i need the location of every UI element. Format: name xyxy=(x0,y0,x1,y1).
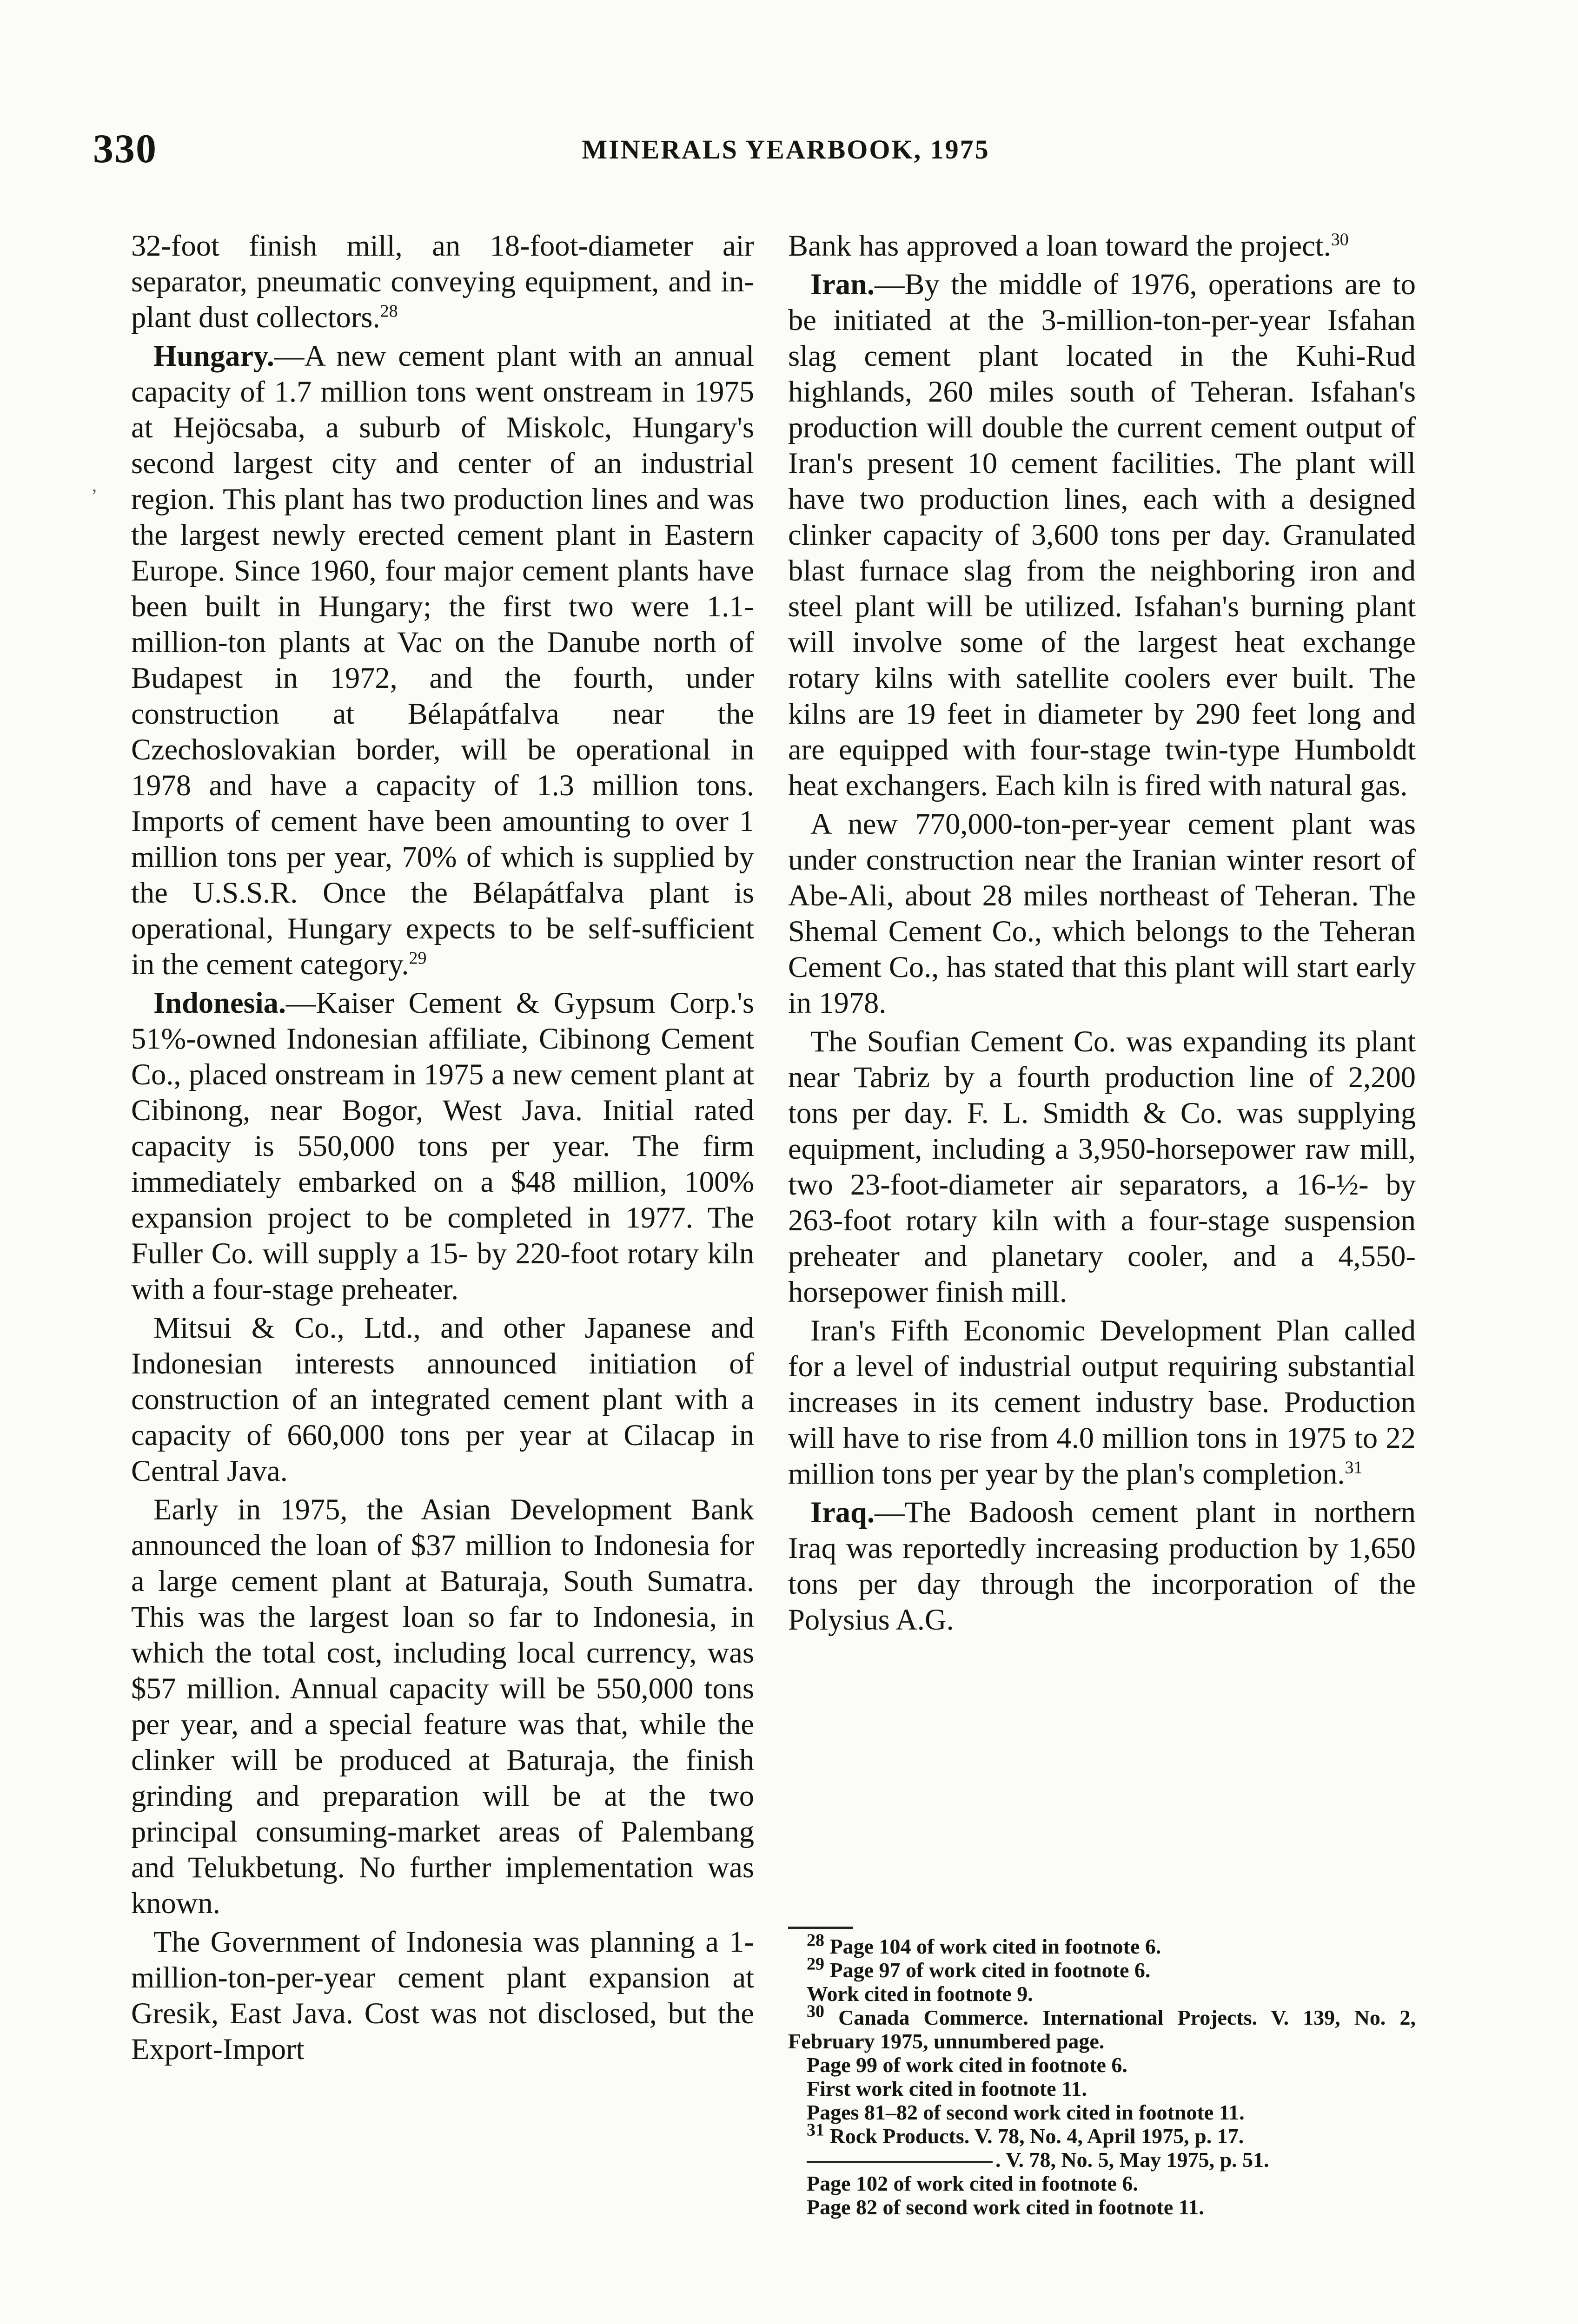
paragraph xyxy=(788,266,1416,803)
footnote-ref: 30 xyxy=(1331,230,1349,250)
paragraph xyxy=(788,806,1416,1021)
footnote xyxy=(788,2100,1416,2124)
paragraph-text: Iran's Fifth Economic Development Plan called for a level of industrial output requiring substantial increases in its cement industry base. Production will have to rise from 4.0 million tons in 1975 to 22 million tons per year by the plan's completion. xyxy=(788,1314,1416,1490)
paragraph xyxy=(131,1310,754,1489)
footnote xyxy=(788,2172,1416,2195)
footnote-text: Page 97 of work cited in footnote 6. xyxy=(829,1958,1151,1982)
page-number: 330 xyxy=(93,126,157,172)
paragraph-text: The Government of Indonesia was planning a 1-million-ton-per-year cement plant expansion at Gresik, East Java. Cost was not disclosed, but the Export-Import xyxy=(131,1925,754,2066)
footnote-text: . V. 78, No. 5, May 1975, p. 51. xyxy=(995,2148,1269,2172)
footnote xyxy=(788,1982,1416,2006)
paragraph xyxy=(131,228,754,335)
paragraph xyxy=(788,1313,1416,1492)
footnote xyxy=(788,2120,1416,2148)
footnote-text: Pages 81–82 of second work cited in footnote 11. xyxy=(807,2100,1245,2124)
footnote xyxy=(788,2053,1416,2077)
footnotes xyxy=(788,1927,1416,2219)
right-column xyxy=(788,228,1416,1640)
footnote-text: Page 99 of work cited in footnote 6. xyxy=(807,2053,1127,2077)
paragraph xyxy=(788,228,1416,264)
paragraph-text: 32-foot finish mill, an 18-foot-diameter air separator, pneumatic conveying equipment, and in-plant dust collectors. xyxy=(131,229,754,334)
running-title: MINERALS YEARBOOK, 1975 xyxy=(582,134,990,165)
paragraph-text: —By the middle of 1976, operations are to be initiated at the 3-million-ton-per-year Isfahan slag cement plant located in the Kuhi-Rud highlands, 260 miles south of Teheran. Isfahan's production will double the current cement output of Iran's present 10 cement facilities. The plant will have two production lines, each with a designed clinker capacity of 3,600 tons per day. Granulated blast furnace slag from the neighboring iron and steel plant will be utilized. Isfahan's burning plant will involve some of the largest heat exchange rotary kilns with satellite coolers ever built. The kilns are 19 feet in diameter by 290 feet long and are equipped with four-stage twin-type Humboldt heat exchangers. Each kiln is fired with natural gas. xyxy=(788,268,1416,802)
paragraph-text: A new 770,000-ton-per-year cement plant was under construction near the Iranian winter resort of Abe-Ali, about 28 miles northeast of Teheran. The Shemal Cement Co., which belongs to the Teheran Cement Co., has stated that this plant will start early in 1978. xyxy=(788,807,1416,1019)
paragraph-text: —The Badoosh cement plant in northern Iraq was reportedly increasing production by 1,650 tons per day through the incorporation of the Polysius A.G. xyxy=(788,1496,1416,1636)
footnote-text: Page 102 of work cited in footnote 6. xyxy=(807,2172,1138,2195)
margin-mark: , xyxy=(92,475,97,495)
footnote xyxy=(788,2195,1416,2219)
footnote-mark: 29 xyxy=(807,1954,824,1974)
country-heading: Iran. xyxy=(810,268,875,301)
paragraph-text: Early in 1975, the Asian Development Bank announced the loan of $37 million to Indonesia for a large cement plant at Baturaja, South Sumatra. This was the largest loan so far to Indonesia, in which the total cost, including local currency, was $57 million. Annual capacity will be 550,000 tons per year, and a special feature was that, while the clinker will be produced at Baturaja, the finish grinding and preparation will be at the two principal consuming-market areas of Palembang and Telukbetung. No further implementation was known. xyxy=(131,1493,754,1920)
page-header xyxy=(93,125,1479,177)
footnote xyxy=(788,1930,1416,1958)
paragraph-text: Bank has approved a loan toward the project. xyxy=(788,229,1331,262)
paragraph xyxy=(131,1924,754,2067)
left-column xyxy=(131,228,754,2070)
footnote-text: Canada Commerce. International Projects. V. 139, No. 2, February 1975, unnumbered page. xyxy=(788,2006,1416,2053)
footnote xyxy=(788,1954,1416,1982)
country-heading: Iraq. xyxy=(810,1496,875,1529)
footnote-rule xyxy=(788,1927,853,1929)
footnote-text: Rock Products. V. 78, No. 4, April 1975, p. 17. xyxy=(829,2124,1244,2148)
footnote-text: Page 82 of second work cited in footnote 11. xyxy=(807,2195,1204,2219)
footnote-mark: 28 xyxy=(807,1930,824,1950)
paragraph xyxy=(788,1023,1416,1310)
paragraph-text: Mitsui & Co., Ltd., and other Japanese and Indonesian interests announced initiation of construction of an integrated cement plant with a capacity of 660,000 tons per year at Cilacap in Central Java. xyxy=(131,1311,754,1487)
footnote-mark: 31 xyxy=(807,2120,824,2140)
paragraph-text: —Kaiser Cement & Gypsum Corp.'s 51%-owned Indonesian affiliate, Cibinong Cement Co., placed onstream in 1975 a new cement plant at Cibinong, near Bogor, West Java. Initial rated capacity is 550,000 tons per year. The firm immediately embarked on a $48 million, 100% expansion project to be completed in 1977. The Fuller Co. will supply a 15- by 220-foot rotary kiln with a four-stage preheater. xyxy=(131,986,754,1306)
footnote xyxy=(788,2001,1416,2053)
footnote xyxy=(788,2148,1416,2172)
footnote-mark: 30 xyxy=(807,2001,824,2021)
ditto-rule xyxy=(807,2161,993,2163)
paragraph xyxy=(131,338,754,982)
footnote-ref: 29 xyxy=(409,948,427,968)
footnote-text: First work cited in footnote 11. xyxy=(807,2077,1087,2100)
footnote-list xyxy=(788,1930,1416,2219)
paragraph xyxy=(131,985,754,1307)
footnote-ref: 31 xyxy=(1345,1458,1363,1478)
paragraph-text: —A new cement plant with an annual capacity of 1.7 million tons went onstream in 1975 at Hejöcsaba, a suburb of Miskolc, Hungary's second largest city and center of an industrial region. This plant has two production lines and was the largest newly erected cement plant in Eastern Europe. Since 1960, four major cement plants have been built in Hungary; the first two were 1.1-million-ton plants at Vac on the Danube north of Budapest in 1972, and the fourth, under construction at Bélapátfalva near the Czechoslovakian border, will be operational in 1978 and have a capacity of 1.3 million tons. Imports of cement have been amounting to over 1 million tons per year, 70% of which is supplied by the U.S.S.R. Once the Bélapátfalva plant is operational, Hungary expects to be self-sufficient in the cement category. xyxy=(131,339,754,981)
paragraph-text: The Soufian Cement Co. was expanding its plant near Tabriz by a fourth production line of 2,200 tons per day. F. L. Smidth & Co. was supplying equipment, including a 3,950-horsepower raw mill, two 23-foot-diameter air separators, a 16-½- by 263-foot rotary kiln with a four-stage suspension preheater and planetary cooler, and a 4,550-horsepower finish mill. xyxy=(788,1025,1416,1308)
footnote-text: Work cited in footnote 9. xyxy=(807,1982,1033,2006)
footnote xyxy=(788,2077,1416,2100)
paragraph xyxy=(788,1494,1416,1637)
footnote-ref: 28 xyxy=(380,301,398,321)
footnote-text: Page 104 of work cited in footnote 6. xyxy=(829,1934,1161,1958)
paragraph xyxy=(131,1492,754,1921)
country-heading: Indonesia. xyxy=(153,986,286,1019)
country-heading: Hungary. xyxy=(153,339,274,372)
